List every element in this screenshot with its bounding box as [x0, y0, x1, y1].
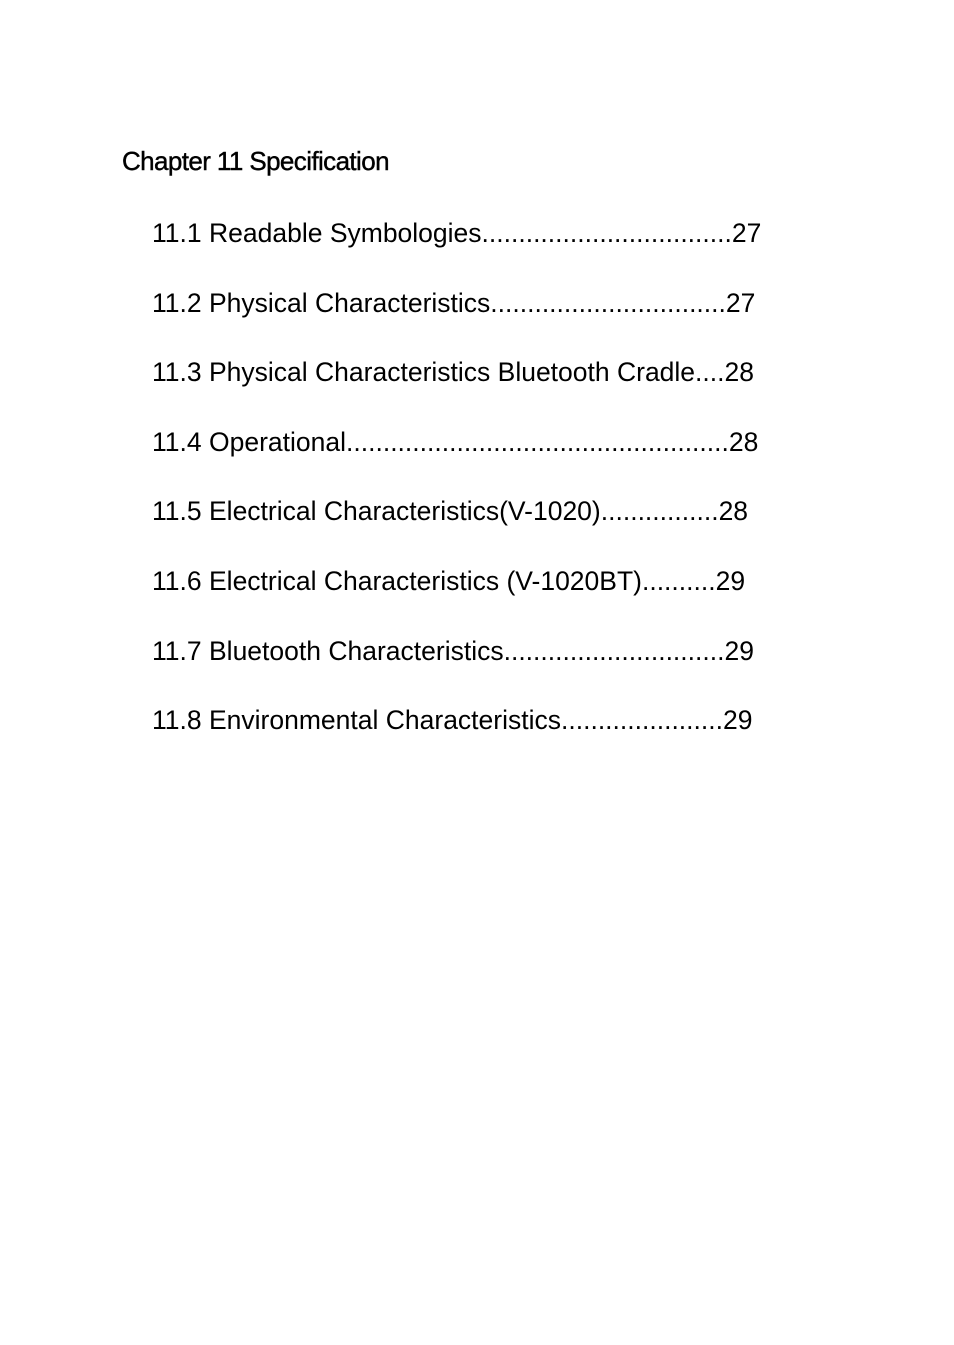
toc-entry-leader: ....................................................: [346, 426, 729, 457]
toc-entry-title: Bluetooth Characteristics: [209, 635, 504, 666]
toc-entry-number: 11.7: [152, 635, 202, 666]
toc-entry-number: 11.4: [152, 426, 202, 457]
toc-entry-page: 27: [731, 218, 762, 248]
toc-entry-leader: ..............................: [503, 635, 725, 666]
toc-entry-page: 27: [725, 287, 756, 318]
toc-entry-11-8[interactable]: [152, 702, 761, 772]
toc-entry-number: 11.3: [152, 357, 202, 388]
toc-entry-number: 11.1: [152, 218, 202, 248]
toc-entry-title: Operational: [209, 426, 347, 457]
toc-entry-11-6[interactable]: [152, 563, 761, 633]
toc-entry-page: 29: [722, 705, 753, 736]
toc-entry-11-2[interactable]: [152, 285, 761, 355]
table-of-contents: [152, 215, 761, 772]
toc-entry-leader: ................: [600, 496, 719, 527]
toc-entry-11-1[interactable]: [152, 215, 761, 285]
toc-entry-leader: ....: [695, 357, 725, 388]
toc-entry-leader: ..........: [641, 565, 716, 596]
toc-entry-11-4[interactable]: [152, 424, 761, 494]
toc-entry-number: 11.5: [152, 496, 202, 527]
toc-entry-title: Physical Characteristics: [209, 287, 491, 318]
toc-entry-title: Physical Characteristics Bluetooth Cradle: [209, 357, 696, 388]
toc-entry-title: Readable Symbologies: [209, 218, 482, 248]
toc-entry-number: 11.6: [152, 565, 202, 596]
toc-entry-11-5[interactable]: [152, 493, 761, 563]
toc-entry-11-7[interactable]: [152, 633, 761, 703]
toc-entry-page: 29: [715, 565, 746, 596]
toc-entry-number: 11.8: [152, 705, 202, 736]
chapter-title: Chapter 11 Specification: [122, 146, 389, 176]
toc-entry-11-3[interactable]: [152, 354, 761, 424]
toc-entry-page: 28: [728, 426, 759, 457]
toc-entry-title: Electrical Characteristics(V-1020): [209, 496, 601, 527]
toc-entry-title: Environmental Characteristics: [209, 705, 561, 736]
toc-entry-leader: ..................................: [481, 218, 732, 248]
toc-entry-page: 28: [718, 496, 749, 527]
toc-entry-page: 28: [724, 357, 754, 388]
toc-entry-leader: ................................: [490, 287, 726, 318]
toc-entry-title: Electrical Characteristics (V-1020BT): [209, 565, 642, 596]
toc-entry-page: 29: [724, 635, 754, 666]
toc-entry-leader: ......................: [561, 705, 723, 736]
toc-entry-number: 11.2: [152, 287, 202, 318]
